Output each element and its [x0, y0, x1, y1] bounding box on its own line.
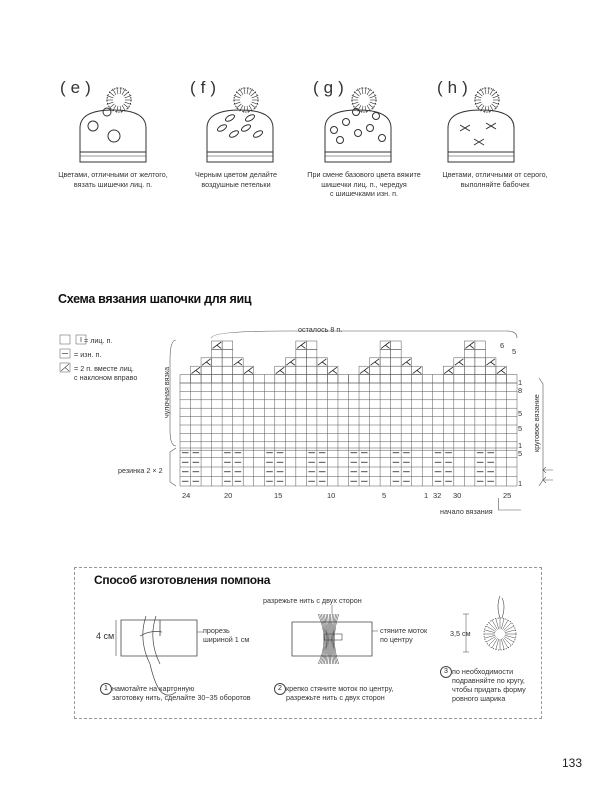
stockinette-label: чулочная вязка — [162, 366, 171, 418]
bottom-number: 5 — [382, 491, 387, 500]
hat-label-f: (f) — [190, 78, 222, 97]
chart-title: Схема вязания шапочки для яиц — [58, 292, 252, 306]
right-number: 5 — [518, 424, 523, 433]
pompom-title: Способ изготовления помпона — [94, 573, 271, 587]
step-2-marker: 2 — [274, 683, 286, 695]
hat-caption-f: Черным цветом делайте воздушные петельки — [195, 170, 277, 189]
bottom-number: 30 — [453, 491, 462, 500]
height-label: 3,5 см — [450, 629, 471, 638]
yarn-strand — [318, 614, 324, 664]
page-number: 133 — [562, 756, 583, 770]
cardboard-template — [121, 620, 197, 656]
yarn-strand — [140, 616, 162, 664]
right-number: 6 — [500, 341, 505, 350]
hat-label-g: (g) — [313, 78, 349, 97]
bottom-number: 20 — [224, 491, 233, 500]
bottom-number: 25 — [503, 491, 512, 500]
step-2-text: крепко стяните моток по центру, разрежьте нить с двух сторон — [286, 684, 394, 702]
legend-k2tog-text: = 2 п. вместе лиц. с наклоном вправо — [74, 364, 138, 382]
start-label: начало вязания — [440, 507, 493, 516]
right-number: 5 — [518, 449, 523, 458]
hat-caption-g: При смене базового цвета вяжите шишечки лиц. п., чередуя с шишечками изн. п. — [307, 170, 421, 198]
hat-label-e: (e) — [60, 78, 96, 97]
bottom-number: 32 — [433, 491, 442, 500]
step-3-text: по необходимости подравняйте по кругу, чтобы придать форму ровного шарика — [452, 667, 526, 703]
tie-label: стяните моток по центру — [380, 626, 428, 644]
step-3-marker: 3 — [440, 666, 452, 678]
hat-caption-h: Цветами, отличными от серого, выполняйте бабочек — [442, 170, 548, 189]
right-number: 1 — [518, 479, 523, 488]
right-number: 8 — [518, 386, 523, 395]
round-knitting-label: круговое вязание — [532, 394, 541, 452]
bottom-number: 10 — [327, 491, 336, 500]
remaining-label: осталось 8 п. — [298, 325, 343, 334]
finished-pompom-icon — [484, 618, 516, 650]
legend-purl-text: = изн. п. — [74, 350, 102, 359]
step-1-marker: 1 — [100, 683, 112, 695]
right-number: 5 — [518, 409, 523, 418]
bottom-number: 15 — [274, 491, 283, 500]
pompom-ties — [498, 596, 504, 618]
step-1-text: намотайте на картонную заготовку нить, сделайте 30~35 оборотов — [112, 684, 251, 702]
slot-label: прорезь шириной 1 см — [203, 626, 250, 644]
right-number: 1 — [518, 441, 523, 450]
cut-label: разрежьте нить с двух сторон — [263, 596, 362, 605]
hat-caption-e: Цветами, отличными от желтого, вязать шишечки лиц. п. — [58, 170, 168, 189]
hat-label-h: (h) — [437, 78, 473, 97]
right-number: 1 — [518, 378, 523, 387]
ribbing-label: резинка 2 × 2 — [118, 466, 163, 475]
size-label: 4 см — [96, 631, 115, 641]
bottom-number: 24 — [182, 491, 191, 500]
right-number: 5 — [512, 347, 517, 356]
legend-knit-text: = лиц. п. — [84, 336, 113, 345]
bottom-number: 1 — [424, 491, 429, 500]
